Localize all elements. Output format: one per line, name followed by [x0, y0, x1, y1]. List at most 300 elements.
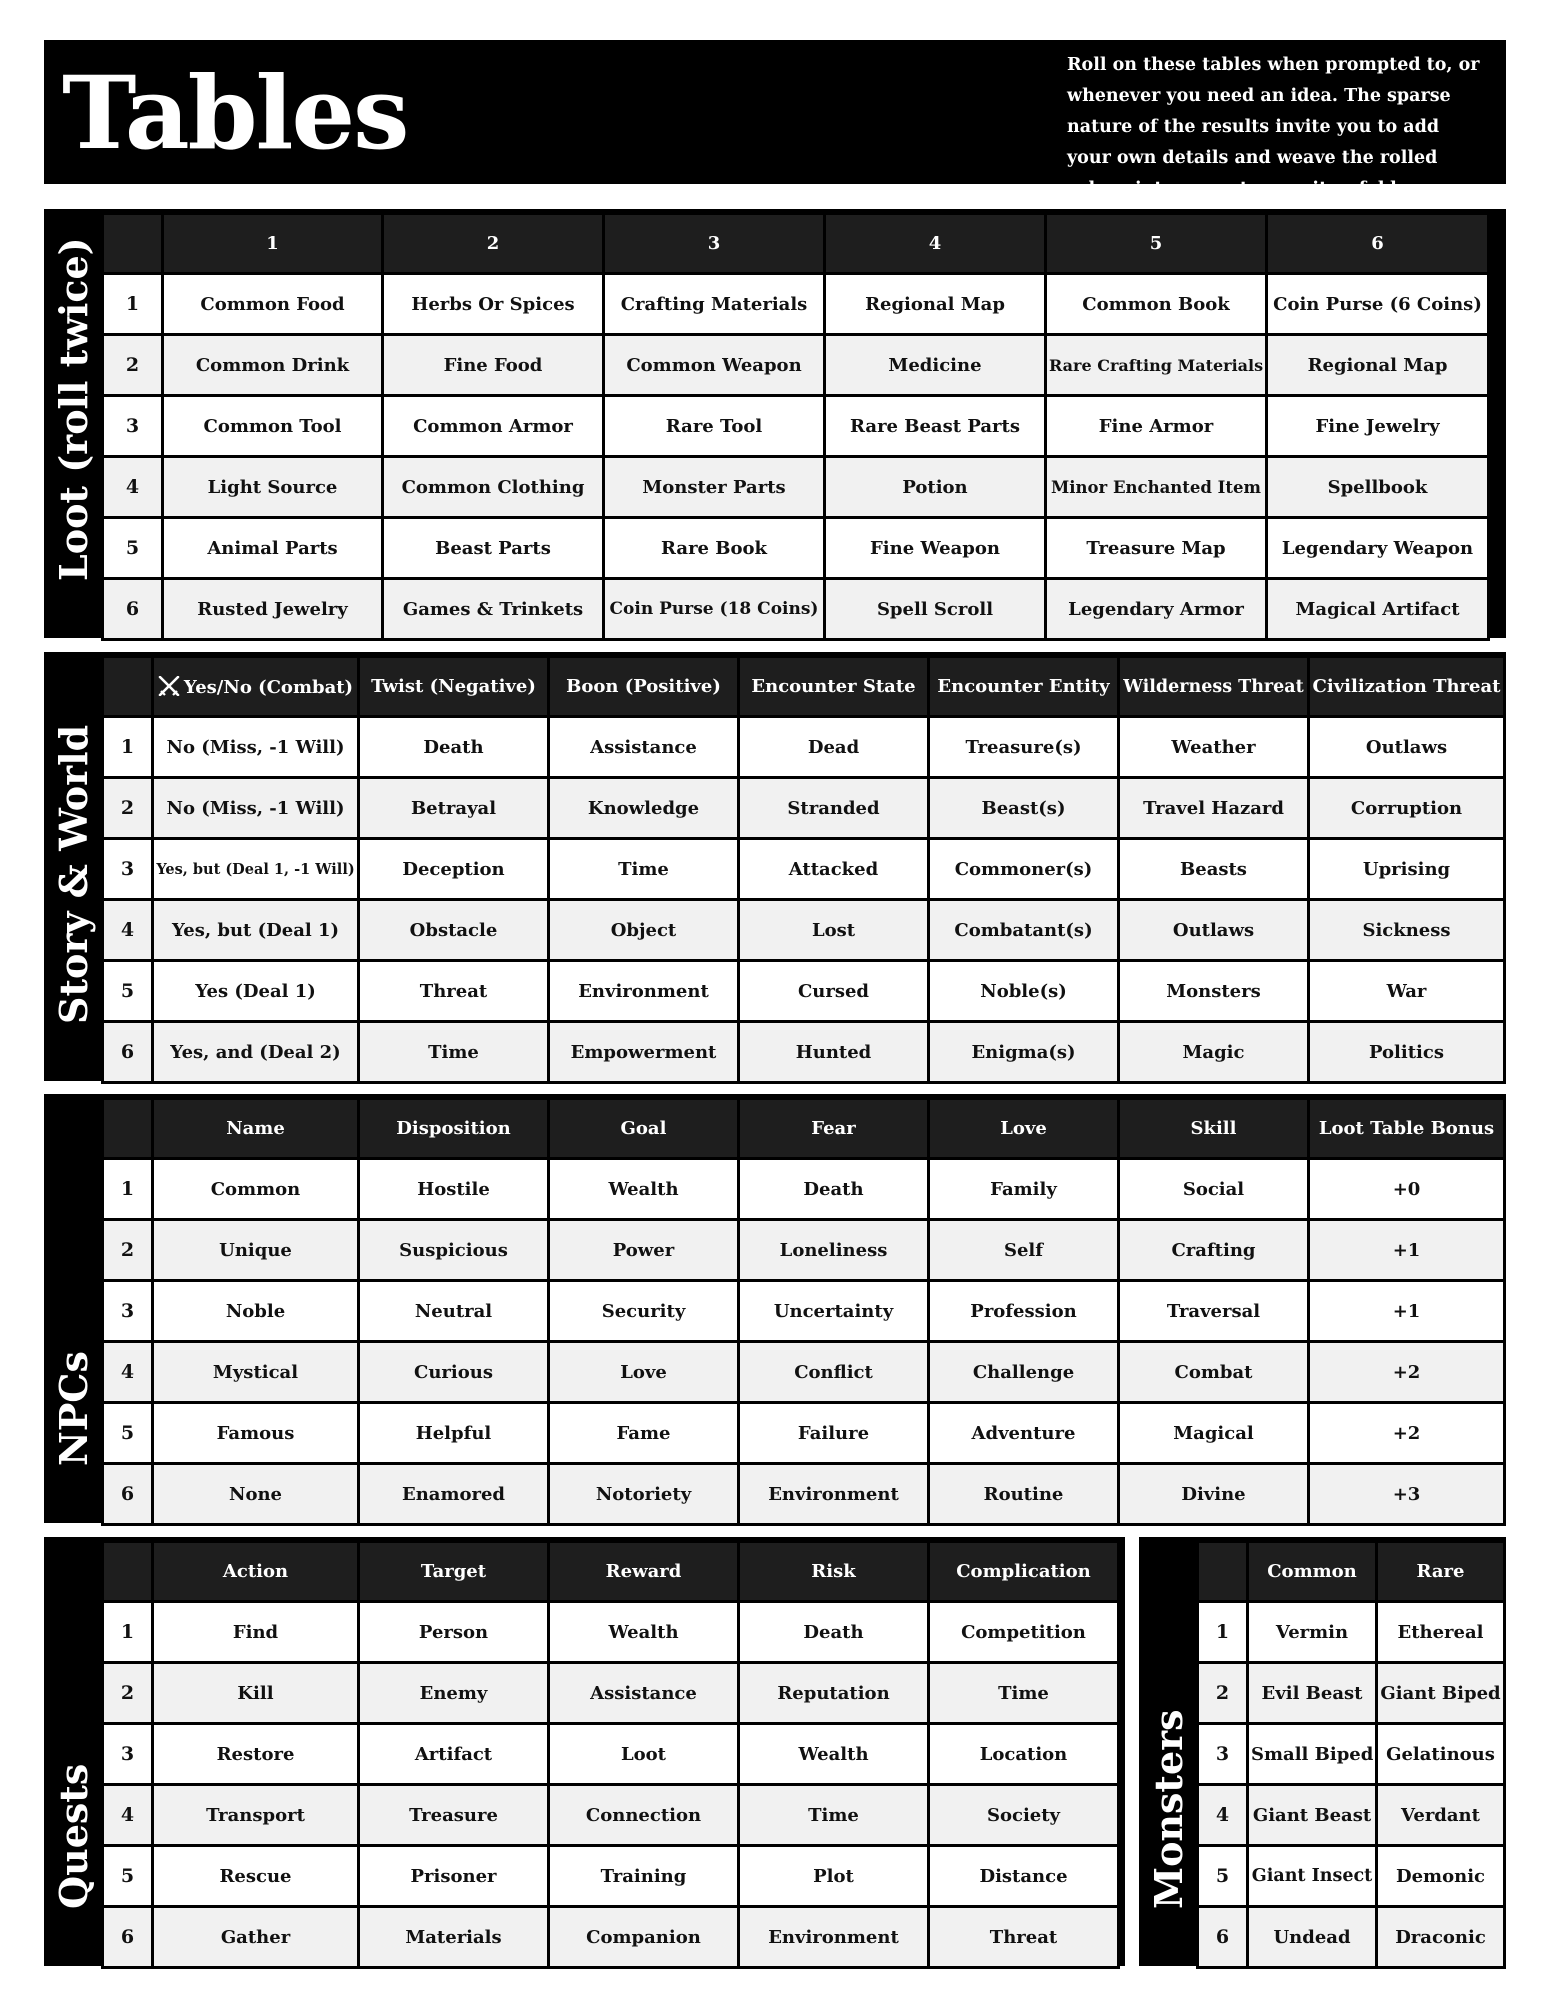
table-cell: Artifact — [359, 1724, 549, 1785]
table-cell: Wealth — [739, 1724, 929, 1785]
row-number: 4 — [1198, 1785, 1248, 1846]
row-number: 6 — [103, 1464, 153, 1525]
row-number: 5 — [103, 1403, 153, 1464]
row-number: 4 — [103, 1785, 153, 1846]
table-cell: Fame — [549, 1403, 739, 1464]
table-cell: Hostile — [359, 1159, 549, 1220]
table-cell: Common Tool — [163, 396, 383, 457]
table-cell: Threat — [929, 1907, 1119, 1968]
quests-column-header-complication — [929, 1542, 1119, 1602]
table-cell: Loneliness — [739, 1220, 929, 1281]
row-number: 3 — [103, 839, 153, 900]
table-cell: Treasure — [359, 1785, 549, 1846]
column-header-label: Disposition — [396, 1118, 511, 1139]
table-cell: Outlaws — [1119, 900, 1309, 961]
table-cell: Wealth — [549, 1159, 739, 1220]
table-cell: Environment — [549, 961, 739, 1022]
row-number: 2 — [103, 335, 163, 396]
table-cell: Common Drink — [163, 335, 383, 396]
table-row — [103, 457, 1489, 518]
table-row — [103, 1342, 1505, 1403]
table-cell: Coin Purse (6 Coins) — [1267, 274, 1489, 335]
npcs-table — [101, 1097, 1506, 1526]
table-cell: Sickness — [1309, 900, 1505, 961]
table-cell: Helpful — [359, 1403, 549, 1464]
table-cell: +0 — [1309, 1159, 1505, 1220]
table-cell: Cursed — [739, 961, 929, 1022]
table-cell: Reputation — [739, 1663, 929, 1724]
table-cell: None — [153, 1464, 359, 1525]
column-header-label: Rare — [1416, 1561, 1465, 1582]
monsters-column-header-rare — [1377, 1542, 1505, 1602]
table-cell: Beast Parts — [383, 518, 604, 579]
table-cell: Object — [549, 900, 739, 961]
table-cell: War — [1309, 961, 1505, 1022]
table-cell: Fine Food — [383, 335, 604, 396]
table-cell: Games & Trinkets — [383, 579, 604, 640]
column-header-label: Loot Table Bonus — [1318, 1118, 1495, 1139]
table-cell: Evil Beast — [1248, 1663, 1377, 1724]
table-cell: Magical — [1119, 1403, 1309, 1464]
header-banner — [44, 40, 1506, 199]
table-cell: No (Miss, -1 Will) — [153, 717, 359, 778]
table-cell: Giant Biped — [1377, 1663, 1505, 1724]
table-cell: Rare Crafting Materials — [1046, 335, 1267, 396]
table-cell: Time — [929, 1663, 1119, 1724]
story-world-header-row — [103, 657, 1505, 717]
table-cell: Threat — [359, 961, 549, 1022]
table-cell: +2 — [1309, 1342, 1505, 1403]
table-cell: Minor Enchanted Item — [1046, 457, 1267, 518]
row-number: 4 — [103, 457, 163, 518]
table-cell: Legendary Armor — [1046, 579, 1267, 640]
story-world-section-label: Story & World — [51, 724, 96, 1024]
table-cell: Combat — [1119, 1342, 1309, 1403]
quests-section-label: Quests — [51, 1763, 96, 1909]
column-header-label: Love — [1000, 1118, 1047, 1139]
table-cell: Notoriety — [549, 1464, 739, 1525]
table-cell: Stranded — [739, 778, 929, 839]
quests-table-section — [44, 1537, 1125, 1966]
table-cell: Monsters — [1119, 961, 1309, 1022]
table-row — [103, 1663, 1119, 1724]
table-cell: Regional Map — [1267, 335, 1489, 396]
table-cell: Treasure Map — [1046, 518, 1267, 579]
quests-corner-cell — [103, 1542, 153, 1602]
table-cell: Conflict — [739, 1342, 929, 1403]
table-cell: Uncertainty — [739, 1281, 929, 1342]
table-cell: Mystical — [153, 1342, 359, 1403]
story-world-column-header-encounter-state — [739, 657, 929, 717]
table-cell: Common Armor — [383, 396, 604, 457]
table-cell: Prisoner — [359, 1846, 549, 1907]
row-number: 1 — [103, 1159, 153, 1220]
table-row — [103, 1724, 1119, 1785]
monsters-side-tab — [1142, 1540, 1196, 1963]
column-header-label: Civilization Threat — [1312, 676, 1501, 697]
table-cell: Transport — [153, 1785, 359, 1846]
table-cell: Demonic — [1377, 1846, 1505, 1907]
monsters-header-row — [1198, 1542, 1505, 1602]
table-cell: Death — [359, 717, 549, 778]
table-cell: Outlaws — [1309, 717, 1505, 778]
table-cell: Yes, but (Deal 1, -1 Will) — [153, 839, 359, 900]
table-cell: Common Book — [1046, 274, 1267, 335]
loot-section-label: Loot (roll twice) — [51, 237, 96, 581]
column-header-label: 4 — [928, 233, 942, 254]
table-cell: Unique — [153, 1220, 359, 1281]
table-cell: Politics — [1309, 1022, 1505, 1083]
column-header-label: Target — [420, 1561, 487, 1582]
row-number: 1 — [103, 274, 163, 335]
table-cell: Materials — [359, 1907, 549, 1968]
table-cell: Connection — [549, 1785, 739, 1846]
npcs-column-header-name — [153, 1099, 359, 1159]
table-row — [103, 274, 1489, 335]
column-header-label: Wilderness Threat — [1123, 676, 1304, 697]
quests-column-header-risk — [739, 1542, 929, 1602]
column-header-label: Skill — [1190, 1118, 1237, 1139]
table-cell: No (Miss, -1 Will) — [153, 778, 359, 839]
table-cell: Knowledge — [549, 778, 739, 839]
table-cell: Traversal — [1119, 1281, 1309, 1342]
table-cell: Attacked — [739, 839, 929, 900]
table-cell: Animal Parts — [163, 518, 383, 579]
loot-corner-cell — [103, 214, 163, 274]
loot-column-header-1 — [163, 214, 383, 274]
table-row — [103, 1464, 1505, 1525]
table-cell: Lost — [739, 900, 929, 961]
table-cell: Common — [153, 1159, 359, 1220]
loot-table-section — [44, 209, 1506, 638]
table-row — [103, 717, 1505, 778]
table-cell: Rare Book — [604, 518, 825, 579]
table-cell: Yes (Deal 1) — [153, 961, 359, 1022]
table-row — [103, 396, 1489, 457]
table-cell: Spell Scroll — [825, 579, 1046, 640]
table-cell: Environment — [739, 1464, 929, 1525]
table-cell: Corruption — [1309, 778, 1505, 839]
npcs-side-tab — [47, 1097, 101, 1520]
table-cell: +1 — [1309, 1220, 1505, 1281]
table-row — [103, 579, 1489, 640]
column-header-label: Encounter State — [751, 676, 916, 697]
column-header-label: Fear — [811, 1118, 856, 1139]
column-header-label: Encounter Entity — [937, 676, 1110, 697]
table-row — [103, 900, 1505, 961]
table-row — [1198, 1724, 1505, 1785]
table-row — [103, 1846, 1119, 1907]
table-cell: Companion — [549, 1907, 739, 1968]
column-header-label: 5 — [1149, 233, 1163, 254]
row-number: 4 — [103, 900, 153, 961]
table-cell: Rusted Jewelry — [163, 579, 383, 640]
table-cell: Assistance — [549, 717, 739, 778]
quests-column-header-action — [153, 1542, 359, 1602]
row-number: 6 — [103, 579, 163, 640]
table-cell: Undead — [1248, 1907, 1377, 1968]
npcs-section-label: NPCs — [51, 1351, 96, 1466]
table-cell: Security — [549, 1281, 739, 1342]
table-cell: Famous — [153, 1403, 359, 1464]
table-cell: Gelatinous — [1377, 1724, 1505, 1785]
table-cell: Obstacle — [359, 900, 549, 961]
row-number: 5 — [103, 961, 153, 1022]
table-cell: Routine — [929, 1464, 1119, 1525]
table-cell: Crafting Materials — [604, 274, 825, 335]
table-row — [103, 1403, 1505, 1464]
table-cell: Empowerment — [549, 1022, 739, 1083]
table-cell: Betrayal — [359, 778, 549, 839]
npcs-column-header-skill — [1119, 1099, 1309, 1159]
row-number: 5 — [1198, 1846, 1248, 1907]
table-cell: Competition — [929, 1602, 1119, 1663]
story-world-column-header-yes-no-combat — [153, 657, 359, 717]
table-cell: Death — [739, 1159, 929, 1220]
table-cell: Common Weapon — [604, 335, 825, 396]
table-cell: Time — [359, 1022, 549, 1083]
monsters-corner-cell — [1198, 1542, 1248, 1602]
table-cell: Draconic — [1377, 1907, 1505, 1968]
table-cell: Travel Hazard — [1119, 778, 1309, 839]
table-cell: Common Food — [163, 274, 383, 335]
story-world-table — [101, 655, 1506, 1084]
crossed-swords-icon — [158, 676, 180, 696]
table-row — [103, 1159, 1505, 1220]
table-cell: Curious — [359, 1342, 549, 1403]
npcs-column-header-love — [929, 1099, 1119, 1159]
table-row — [103, 1281, 1505, 1342]
table-cell: Fine Armor — [1046, 396, 1267, 457]
table-cell: Giant Beast — [1248, 1785, 1377, 1846]
table-cell: Family — [929, 1159, 1119, 1220]
table-cell: Kill — [153, 1663, 359, 1724]
table-row — [103, 518, 1489, 579]
column-header-label: 6 — [1371, 233, 1384, 254]
quests-table — [101, 1540, 1120, 1969]
monsters-table — [1196, 1540, 1506, 1969]
loot-column-header-3 — [604, 214, 825, 274]
monsters-table-section — [1139, 1537, 1506, 1966]
monsters-column-header-common — [1248, 1542, 1377, 1602]
table-cell: Treasure(s) — [929, 717, 1119, 778]
row-number: 3 — [103, 1281, 153, 1342]
table-cell: Regional Map — [825, 274, 1046, 335]
column-header-label: Risk — [811, 1561, 856, 1582]
table-cell: Social — [1119, 1159, 1309, 1220]
table-cell: Death — [739, 1602, 929, 1663]
row-number: 4 — [103, 1342, 153, 1403]
table-cell: Assistance — [549, 1663, 739, 1724]
table-row — [103, 1602, 1119, 1663]
row-number: 3 — [103, 1724, 153, 1785]
table-cell: Person — [359, 1602, 549, 1663]
npcs-header-row — [103, 1099, 1505, 1159]
story-world-table-section — [44, 652, 1506, 1081]
table-cell: Coin Purse (18 Coins) — [604, 579, 825, 640]
table-cell: Enigma(s) — [929, 1022, 1119, 1083]
npcs-column-header-goal — [549, 1099, 739, 1159]
row-number: 5 — [103, 1846, 153, 1907]
row-number: 3 — [1198, 1724, 1248, 1785]
table-row — [103, 1022, 1505, 1083]
table-cell: +2 — [1309, 1403, 1505, 1464]
row-number: 1 — [1198, 1602, 1248, 1663]
table-cell: Beasts — [1119, 839, 1309, 900]
table-cell: Location — [929, 1724, 1119, 1785]
column-header-label: 3 — [707, 233, 721, 254]
table-cell: Small Biped — [1248, 1724, 1377, 1785]
table-cell: Light Source — [163, 457, 383, 518]
table-cell: Dead — [739, 717, 929, 778]
table-row — [103, 1907, 1119, 1968]
table-cell: +3 — [1309, 1464, 1505, 1525]
table-cell: Time — [739, 1785, 929, 1846]
column-header-label: Twist (Negative) — [371, 676, 536, 697]
row-number: 3 — [103, 396, 163, 457]
table-cell: Magic — [1119, 1022, 1309, 1083]
story-world-column-header-boon-positive — [549, 657, 739, 717]
column-header-label: Reward — [605, 1561, 682, 1582]
loot-column-header-5 — [1046, 214, 1267, 274]
loot-side-tab — [47, 212, 101, 635]
table-cell: Ethereal — [1377, 1602, 1505, 1663]
table-cell: Spellbook — [1267, 457, 1489, 518]
loot-column-header-4 — [825, 214, 1046, 274]
quests-column-header-target — [359, 1542, 549, 1602]
table-cell: Self — [929, 1220, 1119, 1281]
column-header-label: 1 — [266, 233, 279, 254]
table-cell: Gather — [153, 1907, 359, 1968]
table-cell: Fine Weapon — [825, 518, 1046, 579]
table-cell: +1 — [1309, 1281, 1505, 1342]
table-cell: Plot — [739, 1846, 929, 1907]
column-header-label: Complication — [956, 1561, 1091, 1582]
table-cell: Restore — [153, 1724, 359, 1785]
table-cell: Herbs Or Spices — [383, 274, 604, 335]
column-header-label: Goal — [620, 1118, 667, 1139]
row-number: 6 — [1198, 1907, 1248, 1968]
story-world-column-header-encounter-entity — [929, 657, 1119, 717]
table-cell: Weather — [1119, 717, 1309, 778]
column-header-label: Name — [226, 1118, 285, 1139]
table-cell: Commoner(s) — [929, 839, 1119, 900]
column-header-label: 2 — [486, 233, 500, 254]
table-cell: Enamored — [359, 1464, 549, 1525]
table-cell: Giant Insect — [1248, 1846, 1377, 1907]
table-cell: Environment — [739, 1907, 929, 1968]
row-number: 1 — [103, 717, 153, 778]
table-row — [1198, 1602, 1505, 1663]
table-row — [103, 335, 1489, 396]
table-cell: Suspicious — [359, 1220, 549, 1281]
table-cell: Yes, but (Deal 1) — [153, 900, 359, 961]
story-world-column-header-civilization-threat — [1309, 657, 1505, 717]
table-cell: Adventure — [929, 1403, 1119, 1464]
table-cell: Time — [549, 839, 739, 900]
table-cell: Rare Beast Parts — [825, 396, 1046, 457]
table-cell: Noble — [153, 1281, 359, 1342]
monsters-section-label: Monsters — [1146, 1709, 1191, 1909]
row-number: 2 — [1198, 1663, 1248, 1724]
story-world-side-tab — [47, 655, 101, 1078]
npcs-corner-cell — [103, 1099, 153, 1159]
quests-side-tab — [47, 1540, 101, 1963]
table-cell: Wealth — [549, 1602, 739, 1663]
loot-table — [101, 212, 1490, 641]
story-world-column-header-wilderness-threat — [1119, 657, 1309, 717]
row-number: 2 — [103, 778, 153, 839]
table-cell: Neutral — [359, 1281, 549, 1342]
table-cell: Medicine — [825, 335, 1046, 396]
table-row — [1198, 1663, 1505, 1724]
loot-header-row — [103, 214, 1489, 274]
npcs-table-section — [44, 1094, 1506, 1523]
table-cell: Power — [549, 1220, 739, 1281]
table-cell: Hunted — [739, 1022, 929, 1083]
table-cell: Magical Artifact — [1267, 579, 1489, 640]
table-cell: Noble(s) — [929, 961, 1119, 1022]
table-cell: Love — [549, 1342, 739, 1403]
table-cell: Combatant(s) — [929, 900, 1119, 961]
quests-column-header-reward — [549, 1542, 739, 1602]
story-world-corner-cell — [103, 657, 153, 717]
table-cell: Uprising — [1309, 839, 1505, 900]
table-row — [1198, 1785, 1505, 1846]
table-cell: Challenge — [929, 1342, 1119, 1403]
table-row — [1198, 1846, 1505, 1907]
row-number: 1 — [103, 1602, 153, 1663]
table-cell: Deception — [359, 839, 549, 900]
intro-text: Roll on these tables when prompted to, or whenever you need an idea. The sparse nature of the results invite you to add your own details and weave the rolled values into your story as it unfolds. — [1067, 55, 1480, 199]
table-cell: Crafting — [1119, 1220, 1309, 1281]
table-cell: Profession — [929, 1281, 1119, 1342]
row-number: 2 — [103, 1663, 153, 1724]
table-cell: Find — [153, 1602, 359, 1663]
table-cell: Failure — [739, 1403, 929, 1464]
loot-column-header-2 — [383, 214, 604, 274]
table-cell: Society — [929, 1785, 1119, 1846]
column-header-label: Common — [1267, 1561, 1357, 1582]
table-cell: Rare Tool — [604, 396, 825, 457]
table-cell: Beast(s) — [929, 778, 1119, 839]
table-row — [103, 1785, 1119, 1846]
quests-header-row — [103, 1542, 1119, 1602]
npcs-column-header-fear — [739, 1099, 929, 1159]
table-row — [1198, 1907, 1505, 1968]
table-cell: Verdant — [1377, 1785, 1505, 1846]
table-cell: Fine Jewelry — [1267, 396, 1489, 457]
npcs-column-header-loot-table-bonus — [1309, 1099, 1505, 1159]
table-cell: Vermin — [1248, 1602, 1377, 1663]
story-world-column-header-twist-negative — [359, 657, 549, 717]
table-cell: Legendary Weapon — [1267, 518, 1489, 579]
table-cell: Monster Parts — [604, 457, 825, 518]
npcs-column-header-disposition — [359, 1099, 549, 1159]
table-row — [103, 961, 1505, 1022]
column-header-label: Boon (Positive) — [566, 676, 721, 697]
table-cell: Potion — [825, 457, 1046, 518]
page-title: Tables — [62, 54, 408, 172]
table-cell: Enemy — [359, 1663, 549, 1724]
table-row — [103, 778, 1505, 839]
table-cell: Training — [549, 1846, 739, 1907]
table-cell: Divine — [1119, 1464, 1309, 1525]
table-cell: Yes, and (Deal 2) — [153, 1022, 359, 1083]
column-header-label: Yes/No (Combat) — [183, 676, 354, 698]
table-row — [103, 1220, 1505, 1281]
table-cell: Loot — [549, 1724, 739, 1785]
